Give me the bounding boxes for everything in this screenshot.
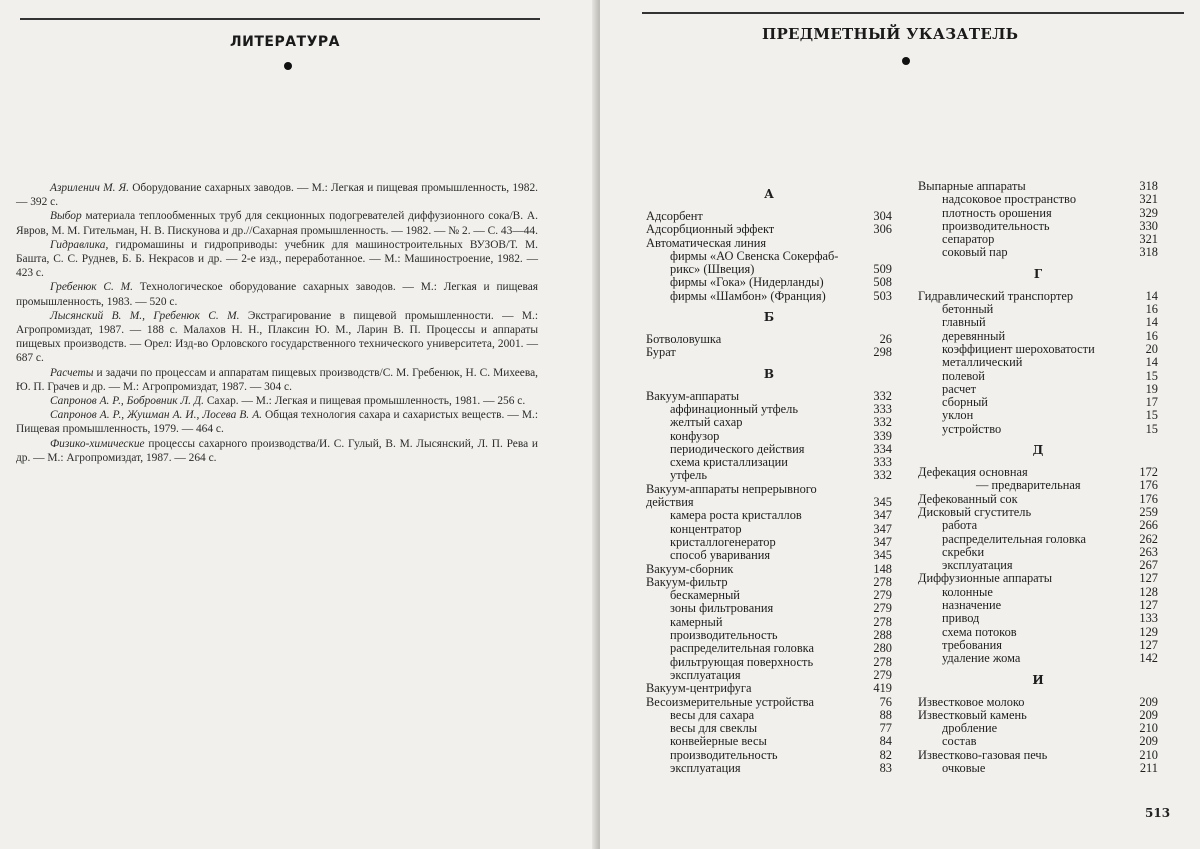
index-entry: [918, 722, 1158, 735]
index-page-ref: 318: [1139, 179, 1158, 193]
index-page-ref: 259: [1139, 504, 1158, 519]
index-entry: [918, 572, 1158, 585]
index-page-ref: 321: [1139, 192, 1158, 207]
index-page-ref: 321: [1139, 232, 1158, 247]
index-term: Адсорбент: [646, 209, 703, 223]
index-entry: [918, 370, 1158, 383]
index-term: работа: [942, 518, 978, 533]
index-entry: [646, 250, 892, 263]
reference-text: гидромашины и гидроприводы: учебник для машиностроительных ВУЗОВ/Т. М. Башта, С. С. Руднев, Б. Б. Некрасов и др. — 2-е изд., переработанное. — М.: Машиностроение, 1982. — 423 с.: [16, 238, 538, 280]
index-term: главный: [942, 315, 986, 330]
index-term: конфузор: [670, 428, 720, 443]
index-term: Бурат: [646, 345, 676, 360]
index-page-ref: 127: [1139, 598, 1158, 613]
index-entry: [646, 682, 892, 695]
index-term: устройство: [942, 421, 1002, 436]
index-term: желтый сахар: [670, 415, 743, 430]
index-entry: [918, 652, 1158, 665]
index-page-ref: 77: [879, 721, 892, 736]
index-entry: [646, 483, 892, 496]
index-letter-heading: Д: [1032, 443, 1044, 458]
index-entry: [646, 549, 892, 562]
reference-author: Расчеты: [50, 366, 94, 379]
index-entry: [918, 762, 1158, 775]
reference-author: Сапронов А. Р., Бобровник Л. Д.: [50, 395, 204, 408]
index-page-ref: 14: [1145, 355, 1158, 370]
index-page-ref: 304: [873, 209, 892, 223]
reference-text: Общая технология сахара и сахаристых веществ. — М.: Пищевая промышленность, 1979. — 464 с.: [16, 409, 538, 436]
index-page-ref: 129: [1139, 624, 1158, 639]
index-page-ref: 14: [1145, 315, 1158, 330]
page-number: 513: [1145, 806, 1171, 820]
index-page-ref: 345: [873, 548, 892, 563]
index-entry: [646, 333, 892, 346]
index-page-ref: 298: [873, 345, 892, 360]
index-term: бетонный: [942, 302, 994, 317]
index-entry: [646, 223, 892, 236]
index-entry: [646, 642, 892, 655]
index-entry: [918, 599, 1158, 612]
index-term: способ уваривания: [670, 548, 771, 563]
index-term: Вакуум-аппараты: [646, 388, 740, 403]
index-page-ref: 318: [1139, 245, 1158, 260]
index-entry: [646, 669, 892, 682]
index-term: коэффициент шероховатости: [942, 341, 1095, 356]
index-letter-heading: Г: [1033, 266, 1043, 281]
reference-entry: [16, 209, 538, 237]
index-entry: [646, 563, 892, 576]
index-term: камерный: [670, 614, 723, 629]
index-page-ref: 17: [1145, 395, 1158, 410]
index-page-ref: 211: [1139, 760, 1158, 775]
index-page-ref: 176: [1139, 478, 1158, 493]
index-term: схема кристаллизации: [670, 455, 788, 470]
right-page-title: ПРЕДМЕТНЫЙ УКАЗАТЕЛЬ: [762, 25, 1019, 43]
index-entry: [646, 276, 892, 289]
index-page-ref: 76: [879, 694, 892, 709]
index-entry: [918, 303, 1158, 316]
index-entry: [646, 696, 892, 709]
index-term: расчет: [942, 381, 977, 396]
index-entry: [646, 496, 892, 509]
index-entry: [646, 210, 892, 223]
index-term: Вакуум-сборник: [646, 561, 734, 576]
index-column-right: [918, 180, 1158, 775]
index-entry: [918, 546, 1158, 559]
index-entry: [646, 629, 892, 642]
index-page-ref: 288: [873, 628, 892, 643]
index-term: бескамерный: [670, 588, 740, 603]
index-entry: [646, 523, 892, 536]
index-entry: [918, 290, 1158, 303]
index-page-ref: 16: [1145, 328, 1158, 343]
index-term: эксплуатация: [670, 667, 741, 682]
index-term: камера роста кристаллов: [670, 508, 802, 523]
index-term: Дефекованный сок: [918, 491, 1018, 506]
index-entry: [918, 639, 1158, 652]
index-page-ref: 19: [1145, 381, 1158, 396]
index-letter-heading: Б: [763, 310, 775, 325]
index-term: эксплуатация: [942, 558, 1013, 573]
index-term: привод: [942, 611, 980, 626]
index-entry: [918, 233, 1158, 246]
index-page-ref: 280: [873, 641, 892, 656]
index-term: колонные: [942, 584, 993, 599]
index-page-ref: 15: [1145, 368, 1158, 383]
index-entry: [646, 403, 892, 416]
index-entry: [918, 709, 1158, 722]
index-term: очковые: [942, 760, 986, 775]
left-page-title: ЛИТЕРАТУРА: [230, 34, 340, 50]
index-page-ref: 419: [873, 681, 892, 696]
index-page-ref: 15: [1145, 421, 1158, 436]
reference-text: Технологическое оборудование сахарных заводов. — М.: Легкая и пищевая промышленность, 1983. — 520 с.: [16, 281, 538, 308]
index-page-ref: 333: [873, 401, 892, 416]
index-letter-heading: А: [764, 187, 774, 201]
index-term: зоны фильтрования: [670, 601, 774, 616]
index-entry: [918, 749, 1158, 762]
reference-entry: [16, 394, 538, 408]
index-term: весы для свеклы: [670, 721, 758, 736]
index-entry: [918, 343, 1158, 356]
index-entry: [646, 616, 892, 629]
index-entry: [646, 602, 892, 615]
index-page-ref: 279: [873, 601, 892, 616]
index-term: Известково-газовая печь: [918, 747, 1048, 762]
index-column-left: [646, 180, 892, 775]
index-page-ref: 128: [1139, 584, 1158, 599]
index-page-ref: 82: [879, 747, 892, 762]
index-term: Автоматическая линия: [646, 235, 767, 250]
reference-text: Оборудование сахарных заводов. — М.: Легкая и пищевая промышленность, 1982. — 392 с.: [16, 182, 538, 209]
index-page-ref: 332: [873, 468, 892, 483]
reference-entry: [16, 366, 538, 394]
index-term: конвейерные весы: [670, 734, 767, 749]
index-entry: [918, 409, 1158, 422]
index-entry: [918, 493, 1158, 506]
header-rule: [642, 12, 1184, 14]
references-list: [16, 181, 538, 465]
index-entry: [646, 443, 892, 456]
header-rule: [20, 18, 540, 20]
index-term: Диффузионные аппараты: [918, 571, 1053, 586]
index-page-ref: 210: [1139, 747, 1158, 762]
index-page-ref: 83: [879, 760, 892, 775]
index-entry: [646, 290, 892, 303]
index-term: Гидравлический транспортер: [918, 288, 1074, 303]
index-entry: [918, 330, 1158, 343]
index-page-ref: 266: [1139, 518, 1158, 533]
index-page-ref: 267: [1139, 558, 1158, 573]
index-page-ref: 332: [873, 415, 892, 430]
index-page-ref: 20: [1145, 341, 1158, 356]
index-entry: [918, 316, 1158, 329]
index-page-ref: 142: [1139, 651, 1158, 666]
index-page-ref: 209: [1139, 707, 1158, 722]
index-page-ref: 347: [873, 521, 892, 536]
index-entry: [646, 762, 892, 775]
reference-entry: [16, 437, 538, 465]
index-term: периодического действия: [670, 441, 805, 456]
index-entry: [918, 533, 1158, 546]
index-entry: [918, 559, 1158, 572]
index-term: аффинационный утфель: [670, 401, 798, 416]
index-term: сборный: [942, 395, 988, 410]
index-entry: [646, 656, 892, 669]
index-term: фирмы «Шамбон» (Франция): [670, 288, 826, 303]
index-term: скребки: [942, 544, 985, 559]
index-page-ref: 26: [879, 332, 892, 347]
index-page-ref: 503: [873, 288, 892, 303]
index-entry: [646, 576, 892, 589]
reference-entry: [16, 280, 538, 308]
index-term: Вакуум-аппараты непрерывного: [646, 481, 817, 496]
index-term: металлический: [942, 355, 1023, 370]
index-term: концентратор: [670, 521, 742, 536]
index-term: рикс» (Швеция): [670, 262, 755, 277]
index-entry: [918, 180, 1158, 193]
index-term: назначение: [942, 598, 1002, 613]
index-letter-heading: В: [763, 366, 775, 381]
index-term: соковый пар: [942, 245, 1008, 260]
index-term: эксплуатация: [670, 760, 741, 775]
index-entry: [646, 390, 892, 403]
index-page-ref: 210: [1139, 721, 1158, 736]
index-term: утфель: [670, 468, 707, 483]
index-term: сепаратор: [942, 232, 995, 247]
index-term: Адсорбционный эффект: [646, 222, 775, 237]
index-term: Известковый камень: [918, 707, 1027, 722]
index-entry: [918, 735, 1158, 748]
index-entry: [646, 735, 892, 748]
index-page-ref: 347: [873, 534, 892, 549]
index-entry: [646, 469, 892, 482]
index-page-ref: 345: [873, 495, 892, 510]
index-entry: [646, 430, 892, 443]
left-page: [0, 0, 598, 849]
title-bullet: [284, 62, 292, 70]
reference-entry: [16, 181, 538, 209]
index-entry: [918, 519, 1158, 532]
index-page-ref: 330: [1139, 218, 1158, 233]
index-entry: [918, 626, 1158, 639]
index-entry: [646, 509, 892, 522]
index-page-ref: 88: [879, 707, 892, 722]
index-entry: [646, 346, 892, 359]
index-term: Дефекация основная: [918, 465, 1028, 480]
index-term: производительность: [670, 628, 778, 643]
index-term: деревянный: [942, 328, 1006, 343]
index-page-ref: 127: [1139, 637, 1158, 652]
index-entry: [646, 749, 892, 762]
index-entry: [918, 220, 1158, 233]
index-entry: [918, 696, 1158, 709]
index-term: фирмы «АО Свенска Сокерфаб-: [670, 248, 839, 263]
reference-author: Выбор: [50, 210, 82, 223]
index-term: состав: [942, 734, 977, 749]
index-term: Вакуум-фильтр: [646, 574, 728, 589]
index-page-ref: 329: [1139, 205, 1158, 220]
index-page-ref: 148: [873, 561, 892, 576]
index-entry: [918, 586, 1158, 599]
index-entry: [918, 612, 1158, 625]
reference-author: Сапронов А. Р., Жушман А. И., Лосева В. А.: [50, 409, 262, 422]
index-entry: [918, 356, 1158, 369]
reference-author: Лысянский В. М., Гребенюк С. М.: [50, 309, 240, 322]
index-page-ref: 278: [873, 614, 892, 629]
index-page-ref: 347: [873, 508, 892, 523]
reference-text: Сахар. — М.: Легкая и пищевая промышленность, 1981. — 256 с.: [206, 395, 526, 408]
index-page-ref: 508: [873, 275, 892, 290]
index-term: фирмы «Гока» (Нидерланды): [670, 275, 824, 290]
index-entry: [918, 506, 1158, 519]
index-entry: [646, 416, 892, 429]
index-entry: [918, 423, 1158, 436]
index-page-ref: 278: [873, 574, 892, 589]
index-term: действия: [646, 495, 694, 510]
index-entry: [646, 589, 892, 602]
index-entry: [646, 456, 892, 469]
index-term: производительность: [942, 218, 1050, 233]
index-entry: [918, 396, 1158, 409]
index-term: требования: [942, 637, 1002, 652]
index-entry: [646, 263, 892, 276]
index-entry: [646, 536, 892, 549]
index-term: распределительная головка: [670, 641, 815, 656]
index-entry: [918, 193, 1158, 206]
index-page-ref: 176: [1139, 491, 1158, 506]
title-bullet: [902, 57, 910, 65]
reference-author: Гидравлика,: [50, 238, 109, 251]
index-term: фильтрующая поверхность: [670, 654, 814, 669]
index-term: Дисковый сгуститель: [918, 504, 1032, 519]
index-letter-heading: И: [1032, 672, 1044, 687]
index-term: удаление жома: [942, 651, 1021, 666]
index-term: полевой: [942, 368, 985, 383]
index-entry: [646, 709, 892, 722]
index-page-ref: 15: [1145, 408, 1158, 423]
index-page-ref: 509: [873, 262, 892, 277]
index-entry: [646, 237, 892, 250]
reference-author: Физико-химические: [50, 437, 145, 450]
index-term: Весоизмерительные устройства: [646, 694, 814, 709]
index-page-ref: 209: [1139, 694, 1158, 709]
index-page-ref: 127: [1139, 571, 1158, 586]
index-entry: [918, 246, 1158, 259]
index-page-ref: 333: [873, 455, 892, 470]
index-page-ref: 332: [873, 388, 892, 403]
index-entry: [646, 722, 892, 735]
index-term: Вакуум-центрифуга: [646, 681, 752, 696]
index-term: Ботволовушка: [646, 332, 722, 347]
index-page-ref: 279: [873, 667, 892, 682]
index-page-ref: 334: [873, 441, 892, 456]
index-page-ref: 172: [1139, 465, 1158, 480]
index-entry: [918, 207, 1158, 220]
index-term: производительность: [670, 747, 778, 762]
reference-entry: [16, 408, 538, 436]
index-page-ref: 16: [1145, 302, 1158, 317]
index-term: Выпарные аппараты: [918, 179, 1026, 193]
reference-text: Экстрагирование в пищевой промышленности. — М.: Агропромиздат, 1987. — 188 с. Малахов Н. Н., Плаксин Ю. М., Ларин В. П. Процессы и аппараты пищевых производств. — Орел: Изд-во Орловского государственного технического университета, 2001. — 687 с.: [16, 309, 538, 365]
index-term: дробление: [942, 721, 998, 736]
index-page-ref: 14: [1145, 288, 1158, 303]
reference-entry: [16, 309, 538, 366]
reference-text: процессы сахарного производства/И. С. Гулый, В. М. Лысянский, Л. П. Рева и др. — М.: Агропромиздат, 1987. — 264 с.: [16, 437, 538, 464]
reference-text: и задачи по процессам и аппаратам пищевых производств/С. М. Гребенюк, Н. С. Михеева, Ю. П. Грачев и др. — М.: Агропромиздат, 1987. — 304 с.: [16, 366, 538, 393]
index-page-ref: 262: [1139, 531, 1158, 546]
index-page-ref: 339: [873, 428, 892, 443]
index-term: уклон: [942, 408, 974, 423]
index-term: надсоковое пространство: [942, 192, 1077, 207]
index-entry: [918, 383, 1158, 396]
index-term: распределительная головка: [942, 531, 1087, 546]
index-term: плотность орошения: [942, 205, 1052, 220]
reference-author: Гребенюк С. М.: [50, 281, 133, 294]
index-page-ref: 133: [1139, 611, 1158, 626]
reference-author: Азриленич М. Я.: [50, 182, 129, 194]
index-page-ref: 279: [873, 588, 892, 603]
index-term: Известковое молоко: [918, 694, 1025, 709]
index-page-ref: 84: [879, 734, 892, 749]
index-page-ref: 278: [873, 654, 892, 669]
reference-entry: [16, 238, 538, 281]
index-page-ref: 306: [873, 222, 892, 237]
index-entry: [918, 466, 1158, 479]
index-page-ref: 263: [1139, 544, 1158, 559]
index-entry: [918, 479, 1158, 492]
index-term: — предварительная: [976, 478, 1081, 493]
reference-text: материала теплообменных труб для секционных подогревателей диффузионного сока/В. А. Явров, М. М. Гительман, Н. В. Пискунова и др.//Сахарная промышленность. — 1982. — № 2. — С. 43—44.: [16, 210, 538, 237]
index-term: схема потоков: [942, 624, 1017, 639]
index-term: весы для сахара: [670, 707, 755, 722]
index-term: кристаллогенератор: [670, 534, 776, 549]
index-page-ref: 209: [1139, 734, 1158, 749]
